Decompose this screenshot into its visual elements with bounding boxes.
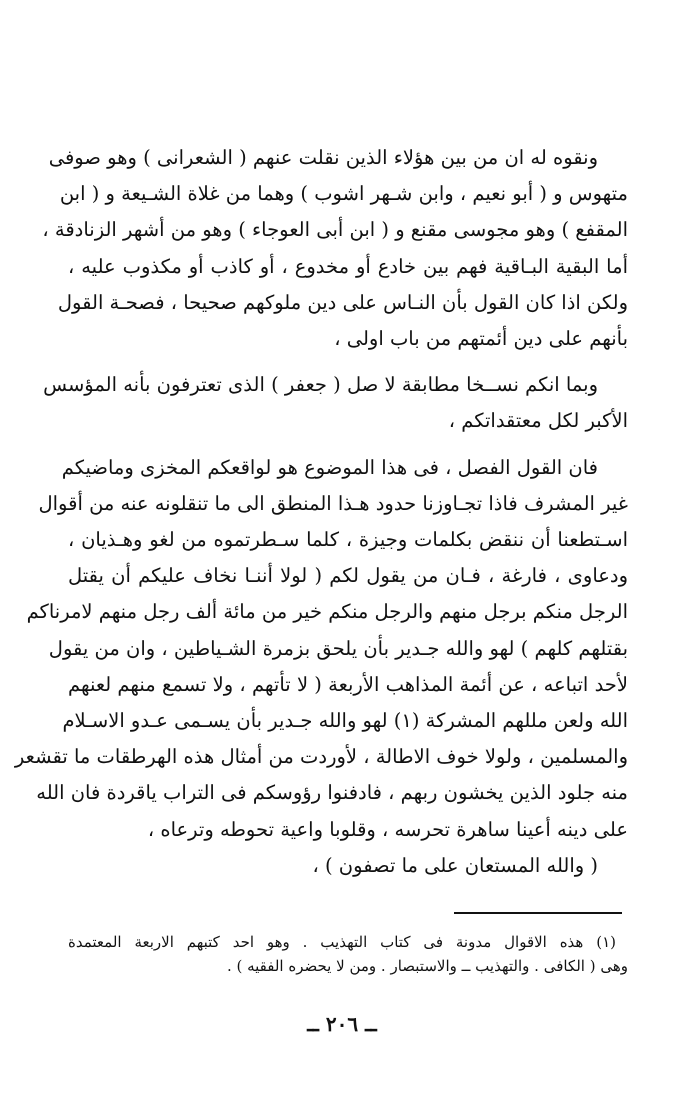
text-line: أما البقية البـاقية فهم بين خادع أو مخدوع ، أو كاذب أو مكذوب عليه ، xyxy=(68,254,628,278)
paragraph-4 xyxy=(68,848,628,884)
text-line: ونقوه له ان من بين هؤلاء الذين نقلت عنهم ( الشعرانى ) وهو صوفى xyxy=(48,146,598,169)
text-line: المقفع ) وهو مجوسى مقنع و ( ابن أبى العوجاء ) وهو من أشهر الزنادقة ، xyxy=(42,218,628,242)
footnote-divider xyxy=(454,912,622,914)
text-line: الرجل منكم برجل منهم والرجل منكم خير من مائة ألف رجل منهم لامرناكم xyxy=(26,600,628,624)
text-line: اسـتطعنا أن ننقض بكلمات وجيزة ، كلما سـطرتموه من لغو وهـذيان ، xyxy=(68,528,628,552)
text-line: متهوس و ( أبو نعيم ، وابن شـهر اشوب ) وهما من غلاة الشـيعة و ( ابن xyxy=(59,182,628,206)
text-line: والمسلمين ، ولولا خوف الاطالة ، لأوردت من أمثال هذه الهرطقات ما تقشعر xyxy=(14,745,628,769)
text-line: بأنهم على دين أئمتهم من باب اولى ، xyxy=(334,327,628,351)
text-line: منه جلود الذين يخشون ربهم ، فادفنوا رؤوسكم فى التراب ياقردة فان الله xyxy=(36,781,628,805)
page-number: ــ ٢٠٦ ــ xyxy=(307,1012,377,1036)
text-line: وبما انكم نســخا مطابقة لا صل ( جعفر ) الذى تعترفون بأنه المؤسس xyxy=(43,373,598,397)
main-text xyxy=(14,140,628,884)
text-line: ( والله المستعان على ما تصفون ) ، xyxy=(312,853,598,877)
text-line: ودعاوى ، فارغة ، فـان من يقول لكم ( لولا أننـا نخاف عليكم أن يقتل xyxy=(68,564,628,588)
text-line: بقتلهم كلهم ) لهو والله جـدير بأن يلحق بزمرة الشـياطين ، وان من يقول xyxy=(48,636,628,660)
footnote-line: (١) هذه الاقوال مدونة فى كتاب التهذيب . وهو احد كتبهم الاربعة المعتمدة xyxy=(68,933,616,951)
footnote xyxy=(68,930,628,978)
text-line: الأكبر لكل معتقداتكم ، xyxy=(448,409,628,433)
text-line: ولكن اذا كان القول بأن النـاس على دين ملوكهم صحيحا ، فصحـة القول xyxy=(57,290,628,314)
paragraph-3 xyxy=(14,450,628,848)
text-line: على دينه أعينا ساهرة تحرسه ، وقلوبا واعية تحوطه وترعاه ، xyxy=(147,817,628,841)
text-line: لأحد اتباعه ، عن أئمة المذاهب الأربعة ( لا تأتهم ، ولا تسمع منهم لعنهم xyxy=(68,672,628,696)
paragraph-1 xyxy=(42,140,628,357)
text-line: غير المشرف فاذا تجـاوزنا حدود هـذا المنطق الى ما تنقلونه عنه من أقوال xyxy=(38,491,628,515)
paragraph-2 xyxy=(43,367,628,439)
text-line: الله ولعن مللهم المشركة (١) لهو والله جـدير بأن يسـمى عـدو الاسـلام xyxy=(62,709,628,733)
footnote-line: وهى ( الكافى . والتهذيب ــ والاستبصار . ومن لا يحضره الفقيه ) . xyxy=(226,957,628,975)
text-line: فان القول الفصل ، فى هذا الموضوع هو لواقعكم المخزى وماضيكم xyxy=(61,455,598,479)
